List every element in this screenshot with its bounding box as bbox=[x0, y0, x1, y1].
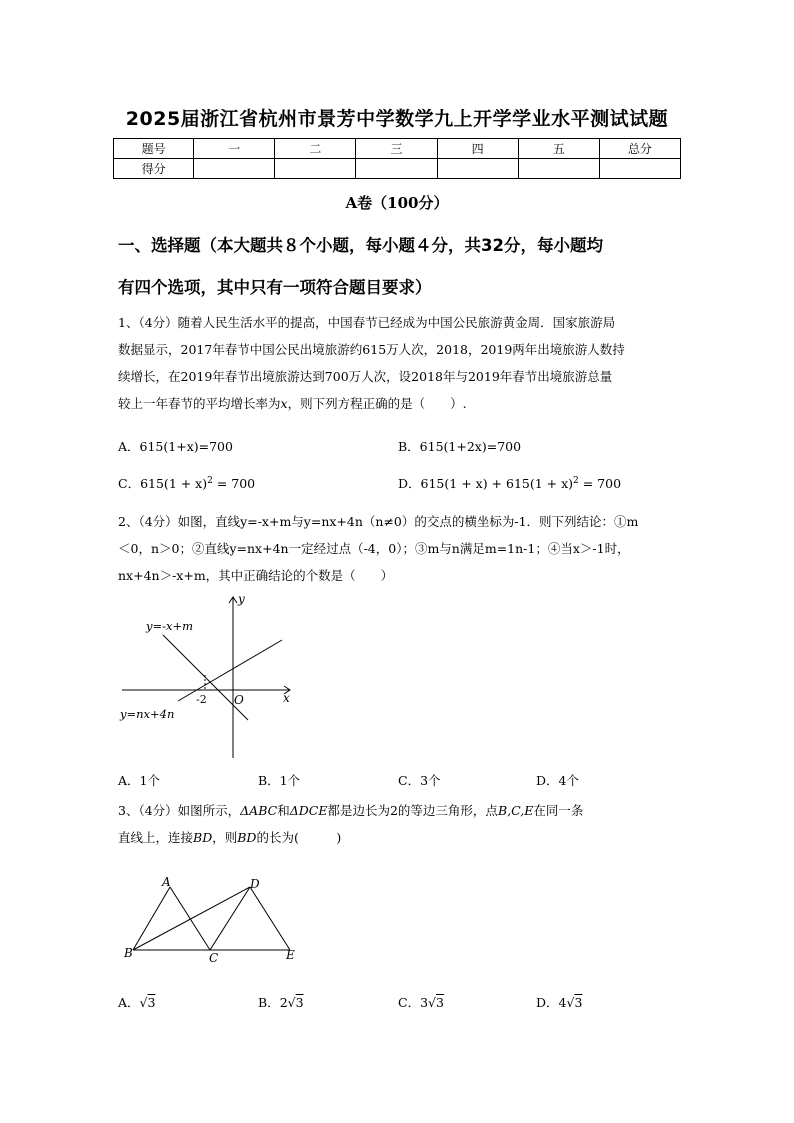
q3-line1 bbox=[118, 797, 678, 824]
q3-option-b[interactable] bbox=[258, 993, 304, 1011]
q3-option-c[interactable] bbox=[398, 993, 444, 1011]
q2-y-label: y bbox=[238, 592, 245, 606]
q2-origin-label: O bbox=[234, 693, 244, 707]
q3-option-d[interactable] bbox=[536, 993, 582, 1011]
q2-line2: ＜0，n＞0；②直线y=nx+4n一定经过点（-4，0）；③m与n满足m=1n-1；④当x＞-1时， bbox=[118, 541, 630, 556]
q1-option-c-rhs: = 700 bbox=[212, 476, 256, 491]
q1-line1: 1、（4分）随着人民生活水平的提高，中国春节已经成为中国公民旅游黄金周．国家旅游局 bbox=[118, 315, 616, 330]
q1-option-c-expr: 615(1 + x) bbox=[140, 476, 208, 491]
q3-line1-tail: 在同一条 bbox=[533, 803, 584, 818]
q2-tick-label: -2 bbox=[196, 693, 207, 706]
q3-line2-middle: ，则 bbox=[212, 830, 238, 845]
q2-line2-label: y=nx+4n bbox=[120, 707, 175, 721]
q3-triangle-dce: ΔDCE bbox=[289, 803, 328, 818]
score-header-cell: 二 bbox=[275, 139, 356, 159]
q3-option-d-label: D． bbox=[536, 995, 559, 1010]
q3-option-a-radicand: 3 bbox=[147, 995, 156, 1010]
q3-point-c: C bbox=[209, 951, 219, 965]
q3-line1-middle: 都是边长为2的等边三角形，点 bbox=[327, 803, 498, 818]
score-header-cell: 四 bbox=[437, 139, 518, 159]
q3-option-c-coef: 3 bbox=[420, 995, 429, 1010]
q3-line2 bbox=[118, 824, 678, 851]
q3-point-b: B bbox=[124, 946, 133, 960]
q1-line3: 续增长，在2019年春节出境旅游达到700万人次，设2018年与2019年春节出境旅游总量 bbox=[118, 369, 613, 384]
q3-point-a: A bbox=[162, 875, 171, 889]
q3-point-e: E bbox=[286, 948, 295, 962]
q1-option-d-label: D． bbox=[398, 476, 421, 491]
q3-side-de bbox=[250, 887, 290, 950]
sqrt-icon: √ bbox=[139, 995, 148, 1010]
question-3 bbox=[118, 797, 678, 851]
q3-option-a[interactable] bbox=[118, 993, 155, 1011]
q3-side-cd bbox=[210, 887, 250, 950]
q2-option-b[interactable]: B．1个 bbox=[258, 773, 301, 788]
section-title: A卷（100分） bbox=[345, 194, 449, 212]
q1-var-x: x bbox=[280, 396, 288, 411]
q1-option-d-exponent: 2 bbox=[573, 475, 579, 486]
q3-and: 和 bbox=[277, 803, 290, 818]
q3-bd-1: BD bbox=[193, 830, 213, 845]
q3-point-d: D bbox=[250, 877, 260, 891]
q3-option-b-radicand: 3 bbox=[295, 995, 304, 1010]
q3-triangle-abc: ΔABC bbox=[240, 803, 278, 818]
q3-option-b-coef: 2 bbox=[279, 995, 288, 1010]
sqrt-icon: √ bbox=[566, 995, 575, 1010]
q2-line3: nx+4n＞-x+m，其中正确结论的个数是（ ） bbox=[118, 568, 394, 583]
q2-option-d[interactable]: D．4个 bbox=[536, 773, 579, 788]
q2-x-label: x bbox=[283, 691, 290, 705]
q3-line2-text: 直线上，连接 bbox=[118, 830, 194, 845]
q2-option-c[interactable]: C．3个 bbox=[398, 773, 441, 788]
q2-line-increasing bbox=[178, 640, 282, 701]
q1-option-d-expr: 615(1 + x) + 615(1 + x) bbox=[420, 476, 574, 491]
score-header-cell: 三 bbox=[356, 139, 437, 159]
q2-option-a[interactable]: A．1个 bbox=[118, 773, 160, 788]
q3-option-c-radicand: 3 bbox=[436, 995, 444, 1010]
score-header-cell: 一 bbox=[194, 139, 275, 159]
q1-option-c-label: C． bbox=[118, 476, 141, 491]
q3-option-d-coef: 4 bbox=[558, 995, 567, 1010]
q3-points: B,C,E bbox=[497, 803, 534, 818]
part1-heading-line1: 一、选择题（本大题共８个小题，每小题４分，共32分，每小题均 bbox=[118, 236, 603, 255]
q1-line4-tail: ，则下列方程正确的是（ ）. bbox=[287, 396, 467, 411]
q3-option-b-label: B． bbox=[258, 995, 280, 1010]
q1-line4-text: 较上一年春节的平均增长率为 bbox=[118, 396, 281, 411]
score-header-cell: 总分 bbox=[599, 139, 680, 159]
sqrt-icon: √ bbox=[428, 995, 436, 1010]
q1-option-c-exponent: 2 bbox=[207, 475, 213, 486]
q3-option-c-label: C． bbox=[398, 995, 421, 1010]
sqrt-icon: √ bbox=[287, 995, 296, 1010]
q3-line2-tail: 的长为( ) bbox=[256, 830, 342, 845]
exam-title: 2025届浙江省杭州市景芳中学数学九上开学学业水平测试试题 bbox=[125, 108, 669, 130]
q2-line1: 2、（4分）如图，直线y=-x+m与y=nx+4n（n≠0）的交点的横坐标为-1．则下列结论：①m bbox=[118, 514, 639, 529]
q3-option-d-radicand: 3 bbox=[574, 995, 583, 1010]
part1-heading-line2: 有四个选项，其中只有一项符合题目要求） bbox=[118, 278, 432, 297]
score-header-cell: 题号 bbox=[114, 139, 194, 159]
q3-segment-bd bbox=[133, 887, 250, 950]
q1-line2: 数据显示，2017年春节中国公民出境旅游约615万人次，2018，2019两年出境旅游人数持 bbox=[118, 342, 625, 357]
q1-option-b[interactable]: B．615(1+2x)=700 bbox=[398, 439, 522, 454]
q1-option-a[interactable]: A．615(1+x)=700 bbox=[118, 439, 233, 454]
q3-bd-2: BD bbox=[237, 830, 257, 845]
score-row-label: 得分 bbox=[114, 159, 194, 179]
q3-line1-text: 3、（4分）如图所示， bbox=[118, 803, 241, 818]
q3-option-a-label: A． bbox=[118, 995, 140, 1010]
q1-option-d-rhs: = 700 bbox=[578, 476, 622, 491]
q3-side-ac bbox=[170, 887, 210, 950]
q2-line-decreasing bbox=[163, 635, 248, 720]
score-header-cell: 五 bbox=[518, 139, 599, 159]
q2-line1-label: y=-x+m bbox=[146, 619, 194, 633]
